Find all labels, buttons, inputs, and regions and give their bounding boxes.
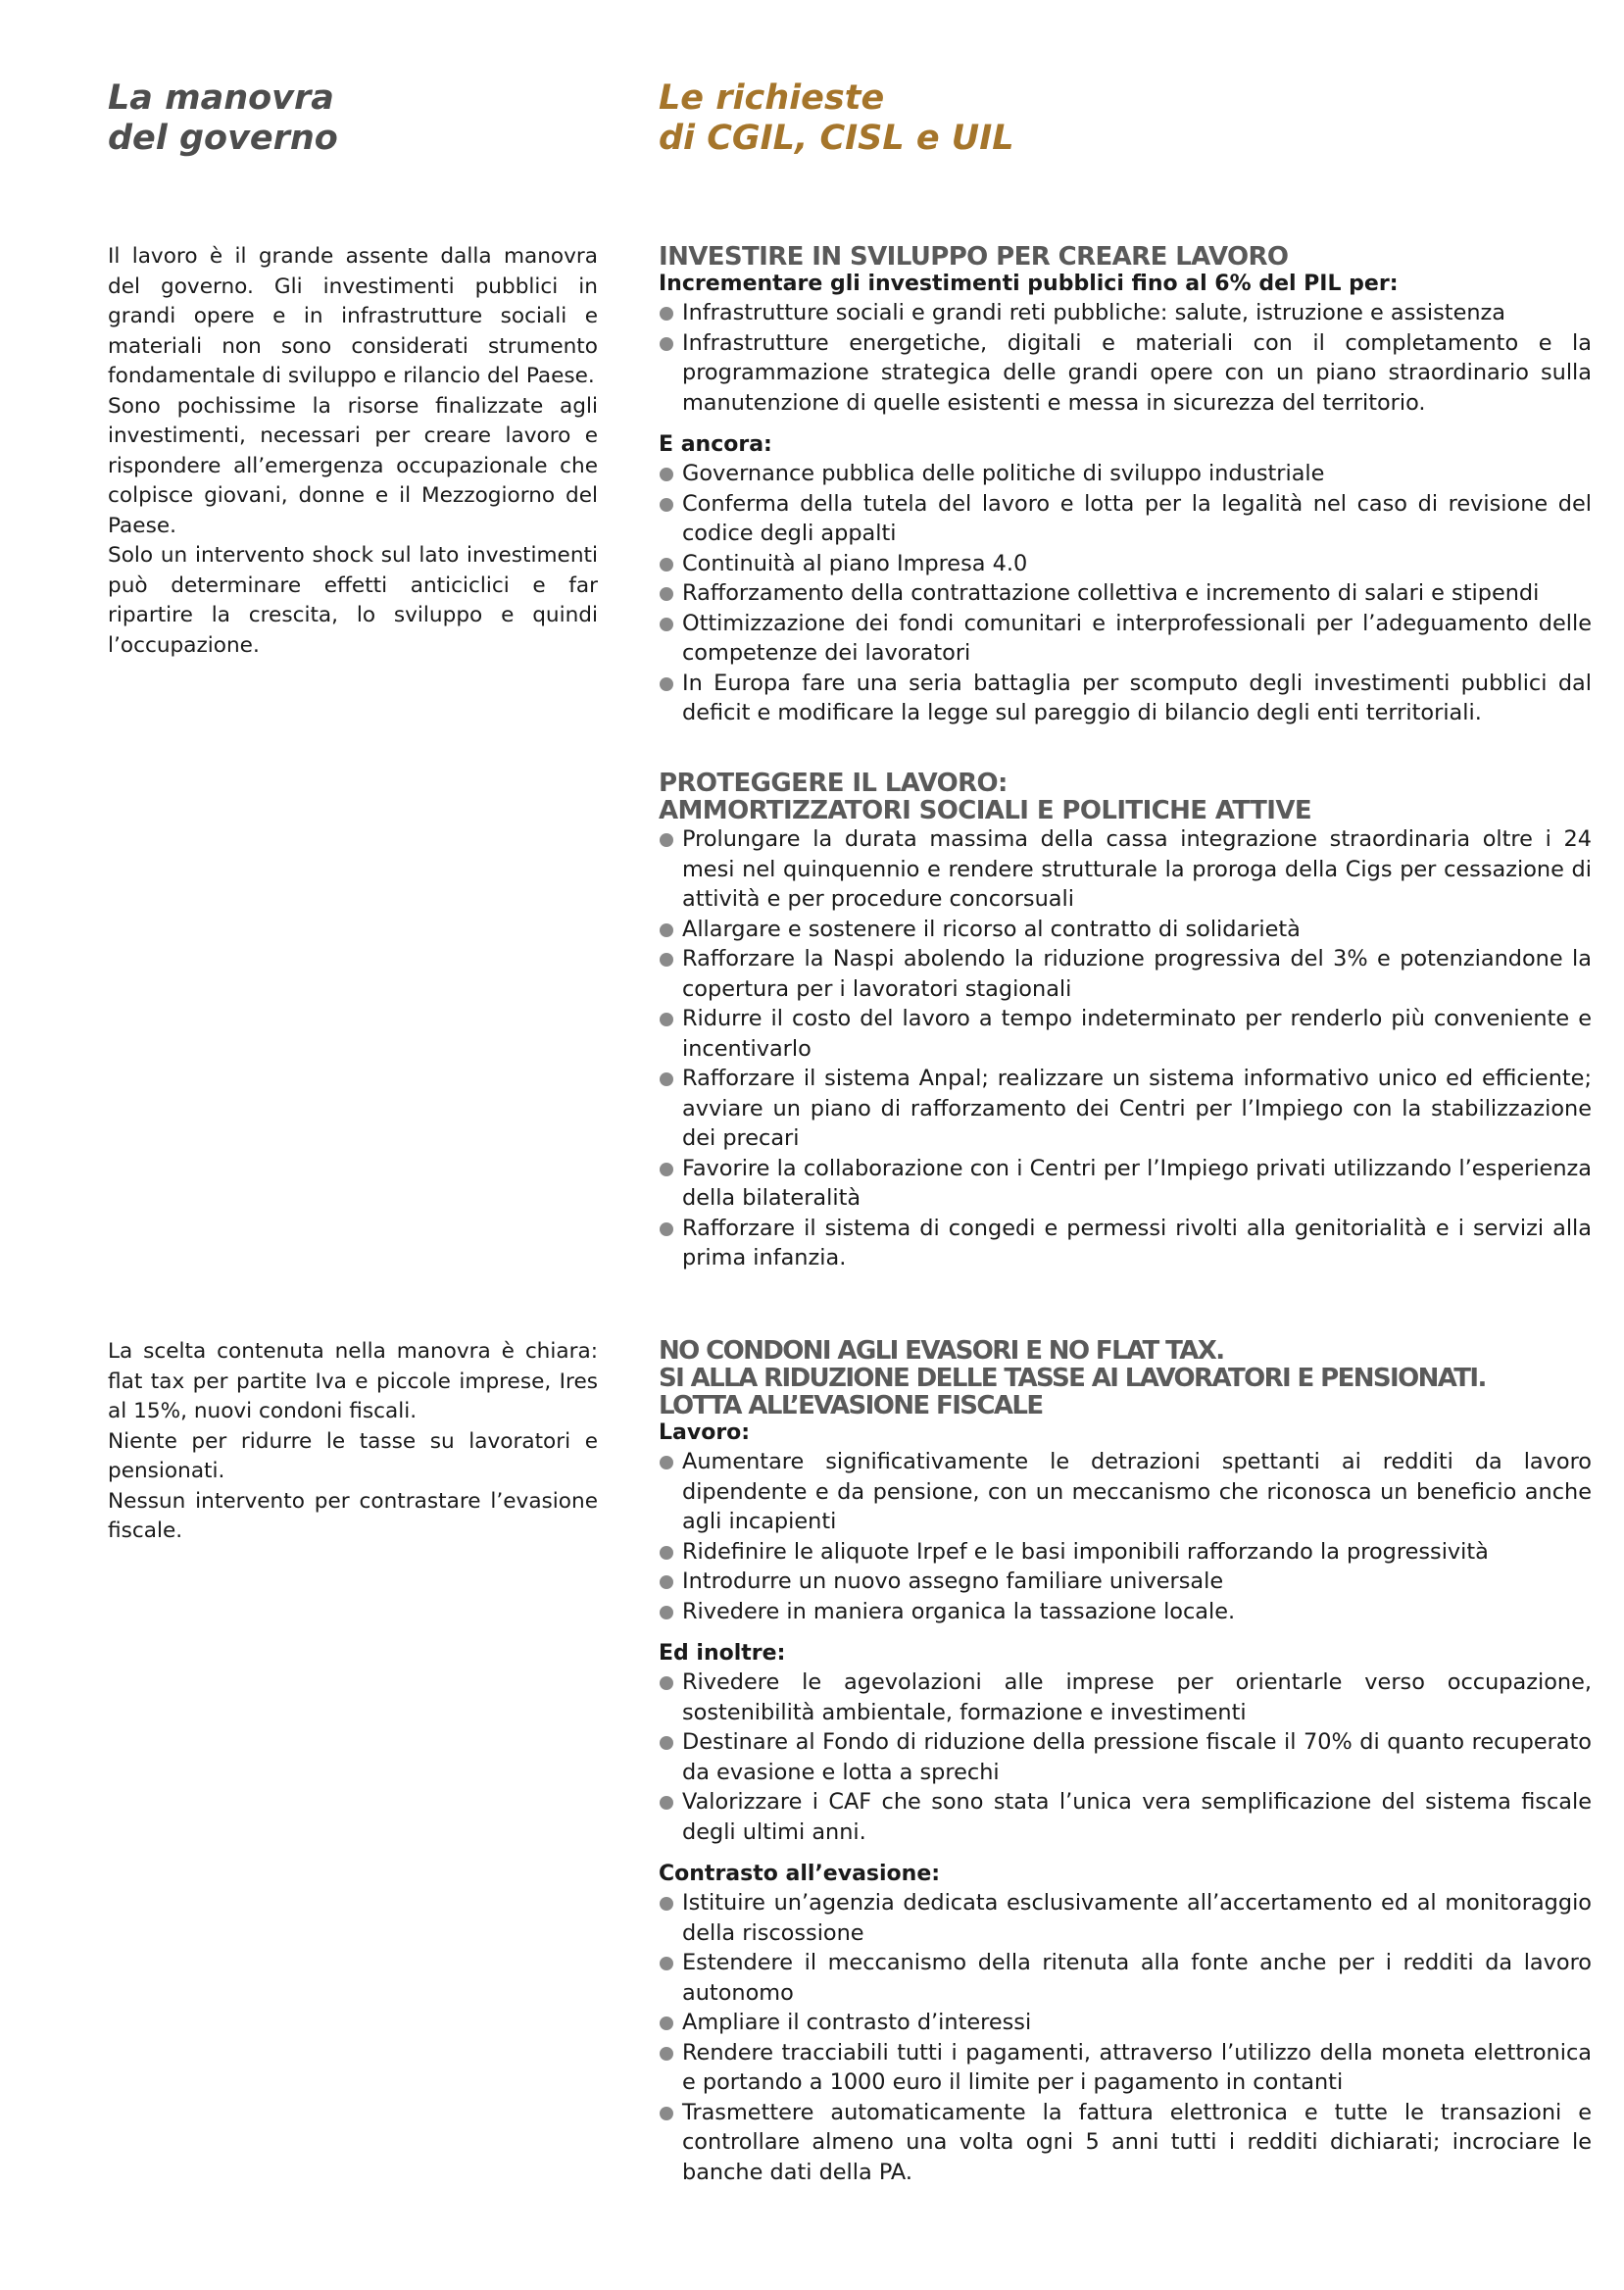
section-subhead: E ancora:	[659, 432, 772, 457]
left-paragraph: La scelta contenuta nella manovra è chiara: flat tax per partite Iva e piccole imprese, Ires al 15%, nuovi condoni fiscali.	[108, 1339, 598, 1423]
section-title: INVESTIRE IN SVILUPPO PER CREARE LAVORO	[659, 242, 1289, 272]
list-item: Allargare e sostenere il ricorso al contratto di solidarietà	[659, 915, 1592, 945]
list-item: Ampliare il contrasto d’interessi	[659, 2008, 1592, 2038]
bullet-list	[659, 1888, 1592, 2187]
bullet-dot-icon	[660, 923, 673, 937]
list-item: Rendere tracciabili tutti i pagamenti, attraverso l’utilizzo della moneta elettronica e portando a 1000 euro il limite per i pagamento in contanti	[659, 2038, 1592, 2098]
section-subhead: Contrasto all’evasione:	[659, 1862, 941, 1886]
list-item: Rafforzare la Naspi abolendo la riduzione progressiva del 3% e potenziandone la copertura per i lavoratori stagionali	[659, 944, 1592, 1004]
list-item: Rafforzare il sistema di congedi e permessi rivolti alla genitorialità e i servizi alla prima infanzia.	[659, 1214, 1592, 1273]
bullet-dot-icon	[660, 307, 673, 321]
list-item: Aumentare significativamente le detrazioni spettanti ai redditi da lavoro dipendente e da pensione, con un meccanismo che riconosca un beneficio anche agli incapienti	[659, 1447, 1592, 1537]
bullet-dot-icon	[660, 1736, 673, 1750]
bullet-dot-icon	[660, 2047, 673, 2061]
section-title: PROTEGGERE IL LAVORO: AMMORTIZZATORI SOCIALI E POLITICHE ATTIVE	[659, 769, 1312, 825]
section-subhead: Lavoro:	[659, 1420, 751, 1445]
right-title: Le richieste di CGIL, CISL e UIL	[659, 78, 1014, 158]
list-item: Governance pubblica delle politiche di sviluppo industriale	[659, 459, 1592, 489]
bullet-dot-icon	[660, 2107, 673, 2120]
bullet-dot-icon	[660, 1957, 673, 1970]
bullet-list	[659, 459, 1592, 728]
bullet-list	[659, 298, 1592, 418]
list-item: Infrastrutture energetiche, digitali e materiali con il completamento e la programmazione strategica delle grandi opere con un piano straordinario sulla manutenzione di quelle esistenti e messa in sicurezza del territorio.	[659, 328, 1592, 419]
left-title: La manovra del governo	[108, 78, 338, 158]
bullet-list	[659, 1668, 1592, 1847]
bullet-dot-icon	[660, 587, 673, 601]
section-proteggere	[659, 770, 1592, 1273]
left-paragraph: Niente per ridurre le tasse su lavoratori e pensionati.	[108, 1428, 598, 1483]
list-item: Ridurre il costo del lavoro a tempo indeterminato per renderlo più conveniente e incentivarlo	[659, 1004, 1592, 1064]
section-investire	[659, 243, 1592, 728]
list-item: Introdurre un nuovo assegno familiare universale	[659, 1567, 1592, 1597]
list-item: Rivedere le agevolazioni alle imprese per orientarle verso occupazione, sostenibilità ambientale, formazione e investimenti	[659, 1668, 1592, 1727]
section-subhead: Ed inoltre:	[659, 1641, 786, 1666]
list-item: Rafforzamento della contrattazione collettiva e incremento di salari e stipendi	[659, 578, 1592, 609]
list-item: In Europa fare una seria battaglia per scomputo degli investimenti pubblici dal deficit e modificare la legge sul pareggio di bilancio degli enti territoriali.	[659, 669, 1592, 728]
left-paragraph: Solo un intervento shock sul lato investimenti può determinare effetti anticiclici e far ripartire la crescita, lo sviluppo e quindi l’occupazione.	[108, 543, 598, 658]
left-paragraph: Sono pochissime la risorse finalizzate agli investimenti, necessari per creare lavoro e rispondere all’emergenza occupazionale che colpisce giovani, donne e il Mezzogiorno del Paese.	[108, 393, 598, 538]
bullet-dot-icon	[660, 2016, 673, 2030]
bullet-dot-icon	[660, 1897, 673, 1911]
bullet-dot-icon	[660, 618, 673, 631]
list-item: Destinare al Fondo di riduzione della pressione fiscale il 70% di quanto recuperato da evasione e lotta a sprechi	[659, 1727, 1592, 1787]
bullet-dot-icon	[660, 1606, 673, 1619]
list-item: Continuità al piano Impresa 4.0	[659, 549, 1592, 579]
bullet-dot-icon	[660, 1796, 673, 1810]
bullet-dot-icon	[660, 1013, 673, 1026]
section-title: NO CONDONI AGLI EVASORI E NO FLAT TAX. SI ALLA RIDUZIONE DELLE TASSE AI LAVORATORI E PENSIONATI. LOTTA ALL’EVASIONE FISCALE	[659, 1336, 1486, 1420]
bullet-dot-icon	[660, 1222, 673, 1236]
list-item: Valorizzare i CAF che sono stata l’unica vera semplificazione del sistema fiscale degli ultimi anni.	[659, 1787, 1592, 1847]
list-item: Rafforzare il sistema Anpal; realizzare un sistema informativo unico ed efficiente; avviare un piano di rafforzamento dei Centri per l’Impiego con la stabilizzazione dei precari	[659, 1064, 1592, 1154]
left-text-block-2	[108, 1337, 598, 1547]
bullet-dot-icon	[660, 1163, 673, 1176]
bullet-list	[659, 1447, 1592, 1626]
list-item: Ridefinire le aliquote Irpef e le basi imponibili rafforzando la progressività	[659, 1537, 1592, 1568]
left-paragraph: Nessun intervento per contrastare l’evasione fiscale.	[108, 1488, 598, 1543]
left-paragraph: Il lavoro è il grande assente dalla manovra del governo. Gli investimenti pubblici in grandi opere e in infrastrutture sociali e materiali non sono considerati strumento fondamentale di sviluppo e rilancio del Paese.	[108, 244, 598, 388]
bullet-dot-icon	[660, 468, 673, 481]
bullet-dot-icon	[660, 1676, 673, 1690]
list-item: Ottimizzazione dei fondi comunitari e interprofessionali per l’adeguamento delle competenze dei lavoratori	[659, 609, 1592, 669]
bullet-dot-icon	[660, 1072, 673, 1086]
section-subhead: Incrementare gli investimenti pubblici fino al 6% del PIL per:	[659, 272, 1399, 296]
bullet-dot-icon	[660, 1456, 673, 1469]
list-item: Favorire la collaborazione con i Centri per l’Impiego privati utilizzando l’esperienza della bilateralità	[659, 1154, 1592, 1214]
bullet-dot-icon	[660, 677, 673, 691]
list-item: Conferma della tutela del lavoro e lotta per la legalità nel caso di revisione del codice degli appalti	[659, 489, 1592, 549]
bullet-dot-icon	[660, 337, 673, 351]
section-fisco	[659, 1337, 1592, 2187]
bullet-dot-icon	[660, 953, 673, 967]
bullet-dot-icon	[660, 1546, 673, 1560]
list-item: Rivedere in maniera organica la tassazione locale.	[659, 1597, 1592, 1627]
bullet-dot-icon	[660, 833, 673, 847]
list-item: Estendere il meccanismo della ritenuta alla fonte anche per i redditi da lavoro autonomo	[659, 1948, 1592, 2008]
bullet-list	[659, 824, 1592, 1273]
list-item: Infrastrutture sociali e grandi reti pubbliche: salute, istruzione e assistenza	[659, 298, 1592, 328]
list-item: Prolungare la durata massima della cassa integrazione straordinaria oltre i 24 mesi nel quinquennio e rendere strutturale la proroga della Cigs per cessazione di attività e per procedure concorsuali	[659, 824, 1592, 915]
list-item: Istituire un’agenzia dedicata esclusivamente all’accertamento ed al monitoraggio della riscossione	[659, 1888, 1592, 1948]
bullet-dot-icon	[660, 1575, 673, 1589]
list-item: Trasmettere automaticamente la fattura elettronica e tutte le transazioni e controllare almeno una volta ogni 5 anni tutti i redditi dichiarati; incrociare le banche dati della PA.	[659, 2098, 1592, 2188]
bullet-dot-icon	[660, 498, 673, 512]
left-text-block-1	[108, 242, 598, 661]
bullet-dot-icon	[660, 558, 673, 572]
